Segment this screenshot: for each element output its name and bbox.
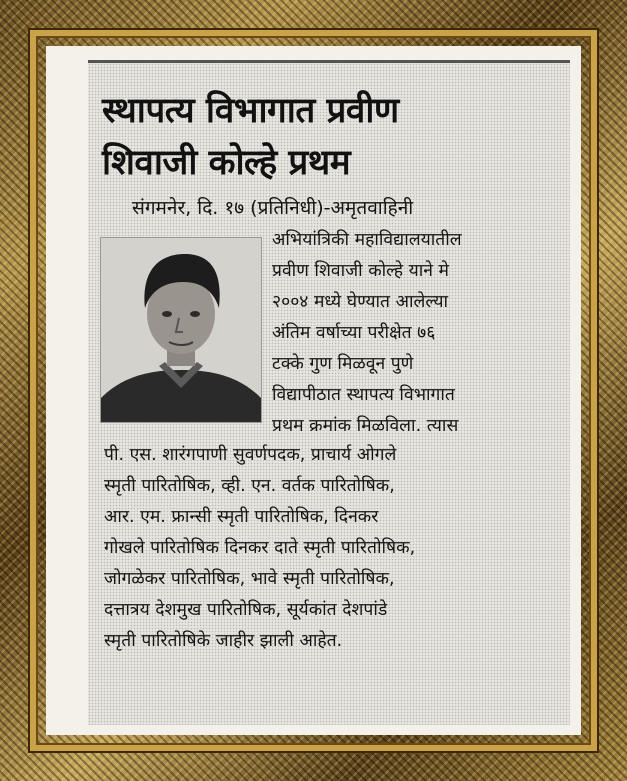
body-line: जोगळेकर पारितोषिक, भावे स्मृती पारितोषिक,	[104, 569, 395, 589]
headline-line-1: स्थापत्य विभागात प्रवीण	[102, 91, 399, 131]
article-body-full-width	[104, 440, 415, 657]
body-line: स्मृती पारितोषिक, व्ही. एन. वर्तक पारितोषिक,	[104, 476, 395, 496]
body-line: पी. एस. शारंगपाणी सुवर्णपदक, प्राचार्य ओगले	[104, 445, 397, 465]
article-body-beside-photo	[272, 225, 462, 442]
body-line: स्मृती पारितोषिके जाहीर झाली आहेत.	[104, 631, 343, 651]
portrait-image	[101, 238, 261, 422]
headline	[102, 85, 399, 189]
body-line: प्रथम क्रमांक मिळविला. त्यास	[272, 416, 459, 436]
body-line: २००४ मध्ये घेण्यात आलेल्या	[272, 292, 449, 312]
headline-line-2: शिवाजी कोल्हे प्रथम	[102, 143, 351, 183]
body-line: गोखले पारितोषिक दिनकर दाते स्मृती पारितोषिक,	[104, 538, 416, 558]
body-line: अभियांत्रिकी महाविद्यालयातील	[272, 230, 462, 250]
body-line: आर. एम. फ्रान्सी स्मृती पारितोषिक, दिनकर	[104, 507, 379, 527]
student-portrait-photo	[100, 237, 262, 423]
body-line: विद्यापीठात स्थापत्य विभागात	[272, 385, 455, 405]
body-line: प्रवीण शिवाजी कोल्हे याने मे	[272, 261, 450, 281]
body-line: टक्के गुण मिळवून पुणे	[272, 354, 414, 374]
dateline: संगमनेर, दि. १७ (प्रतिनिधी)-अमृतवाहिनी	[132, 197, 414, 219]
newspaper-clipping	[88, 60, 570, 725]
body-line: अंतिम वर्षाच्या परीक्षेत ७६	[272, 323, 436, 343]
body-line: दत्तात्रय देशमुख पारितोषिक, सूर्यकांत देशपांडे	[104, 600, 388, 620]
